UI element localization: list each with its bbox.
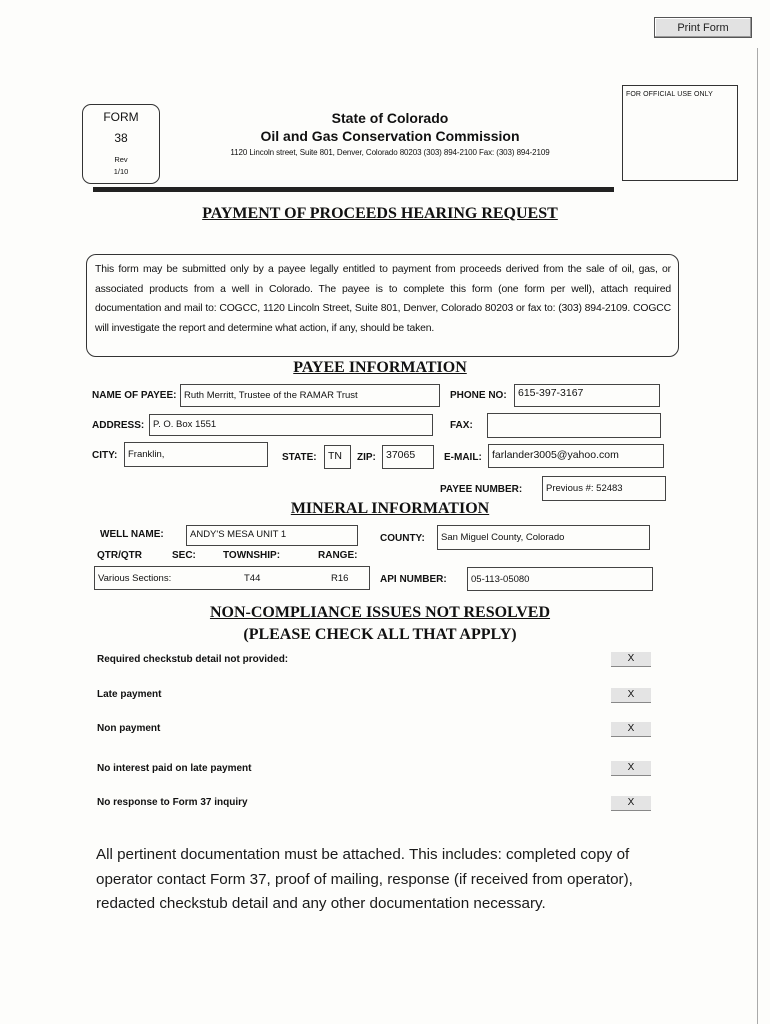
form-title: PAYMENT OF PROCEEDS HEARING REQUEST: [202, 205, 558, 222]
range-label: RANGE:: [318, 550, 358, 561]
location-field[interactable]: [94, 566, 370, 590]
county-label: COUNTY:: [380, 533, 425, 544]
form-rev-date: 1/10: [113, 167, 129, 176]
township-label: TOWNSHIP:: [223, 550, 281, 561]
checkbox-no-interest[interactable]: X: [611, 761, 651, 776]
agency-heading: Oil and Gas Conservation Commission: [260, 128, 520, 144]
intro-text: This form may be submitted only by a payee legally entitled to payment from proceeds derived from the sale of oil, gas, or associated products from a well in Colorado. The payee is to complete this form (one form per well), attach required documentation and mail to: COGCC, 1120 Lincoln Street, Suite 801, Denver, Colorado 80203 or fax to: (303) 894-2109. COGCC will investigate the report and determine what action, if any, should be taken.: [95, 264, 671, 334]
noncompliance-subheading: (PLEASE CHECK ALL THAT APPLY): [243, 626, 517, 643]
well-name-field[interactable]: ANDY'S MESA UNIT 1: [186, 525, 358, 546]
state-field[interactable]: TN: [324, 445, 351, 469]
noncompliance-heading: NON-COMPLIANCE ISSUES NOT RESOLVED: [209, 604, 551, 621]
range-value: R16: [331, 573, 349, 584]
form-number-box: [82, 104, 160, 184]
zip-field[interactable]: 37065: [382, 445, 434, 469]
phone-label: PHONE NO:: [450, 390, 507, 401]
zip-label: ZIP:: [357, 452, 376, 463]
address-label: ADDRESS:: [92, 420, 145, 431]
form-number: 38: [114, 131, 128, 145]
api-number-field[interactable]: 05-113-05080: [467, 567, 653, 591]
official-use-box: [622, 85, 738, 181]
issue-label-checkstub: Required checkstub detail not provided:: [97, 654, 289, 665]
print-form-button[interactable]: Print Form: [654, 17, 752, 38]
checkbox-checkstub[interactable]: X: [611, 652, 651, 667]
official-use-label: FOR OFFICIAL USE ONLY: [626, 91, 713, 98]
state-label: STATE:: [282, 452, 317, 463]
intro-box: [86, 254, 679, 357]
mineral-section-heading: MINERAL INFORMATION: [290, 500, 490, 517]
phone-field[interactable]: 615-397-3167: [514, 384, 660, 407]
header-rule: [93, 187, 614, 192]
well-name-label: WELL NAME:: [100, 529, 164, 540]
qtr-qtr-value: Various Sections:: [98, 573, 172, 584]
fax-label: FAX:: [450, 420, 473, 431]
issue-label-late-payment: Late payment: [97, 689, 162, 700]
payee-number-field[interactable]: Previous #: 52483: [542, 476, 666, 501]
agency-address: 1120 Lincoln street, Suite 801, Denver, Colorado 80203 (303) 894-2100 Fax: (303) 894-2109: [230, 148, 550, 157]
issue-label-non-payment: Non payment: [97, 723, 161, 734]
payee-name-field[interactable]: Ruth Merritt, Trustee of the RAMAR Trust: [180, 384, 440, 407]
county-field[interactable]: San Miguel County, Colorado: [437, 525, 650, 550]
city-field[interactable]: Franklin,: [124, 442, 268, 467]
payee-name-label: NAME OF PAYEE:: [92, 390, 177, 401]
api-number-label: API NUMBER:: [380, 574, 447, 585]
documentation-note: All pertinent documentation must be attached. This includes: completed copy of operator contact Form 37, proof of mailing, response (if received from operator), redacted checkstub detail and any other documentation necessary.: [96, 846, 633, 913]
page-edge-line: [757, 48, 758, 1024]
qtr-qtr-label: QTR/QTR: [97, 550, 142, 561]
township-value: T44: [244, 573, 261, 584]
form-label: FORM: [103, 110, 139, 124]
payee-number-label: PAYEE NUMBER:: [440, 484, 523, 495]
issue-label-no-response: No response to Form 37 inquiry: [97, 797, 248, 808]
state-heading: State of Colorado: [331, 110, 449, 126]
payee-section-heading: PAYEE INFORMATION: [293, 359, 467, 376]
checkbox-non-payment[interactable]: X: [611, 722, 651, 737]
email-field[interactable]: farlander3005@yahoo.com: [488, 444, 664, 468]
sec-label: SEC:: [172, 550, 196, 561]
city-label: CITY:: [92, 450, 118, 461]
checkbox-no-response[interactable]: X: [611, 796, 651, 811]
address-field[interactable]: P. O. Box 1551: [149, 414, 433, 436]
email-label: E-MAIL:: [444, 452, 482, 463]
form-rev-label: Rev: [114, 155, 128, 164]
fax-field[interactable]: [487, 413, 661, 438]
checkbox-late-payment[interactable]: X: [611, 688, 651, 703]
issue-label-no-interest: No interest paid on late payment: [97, 763, 252, 774]
